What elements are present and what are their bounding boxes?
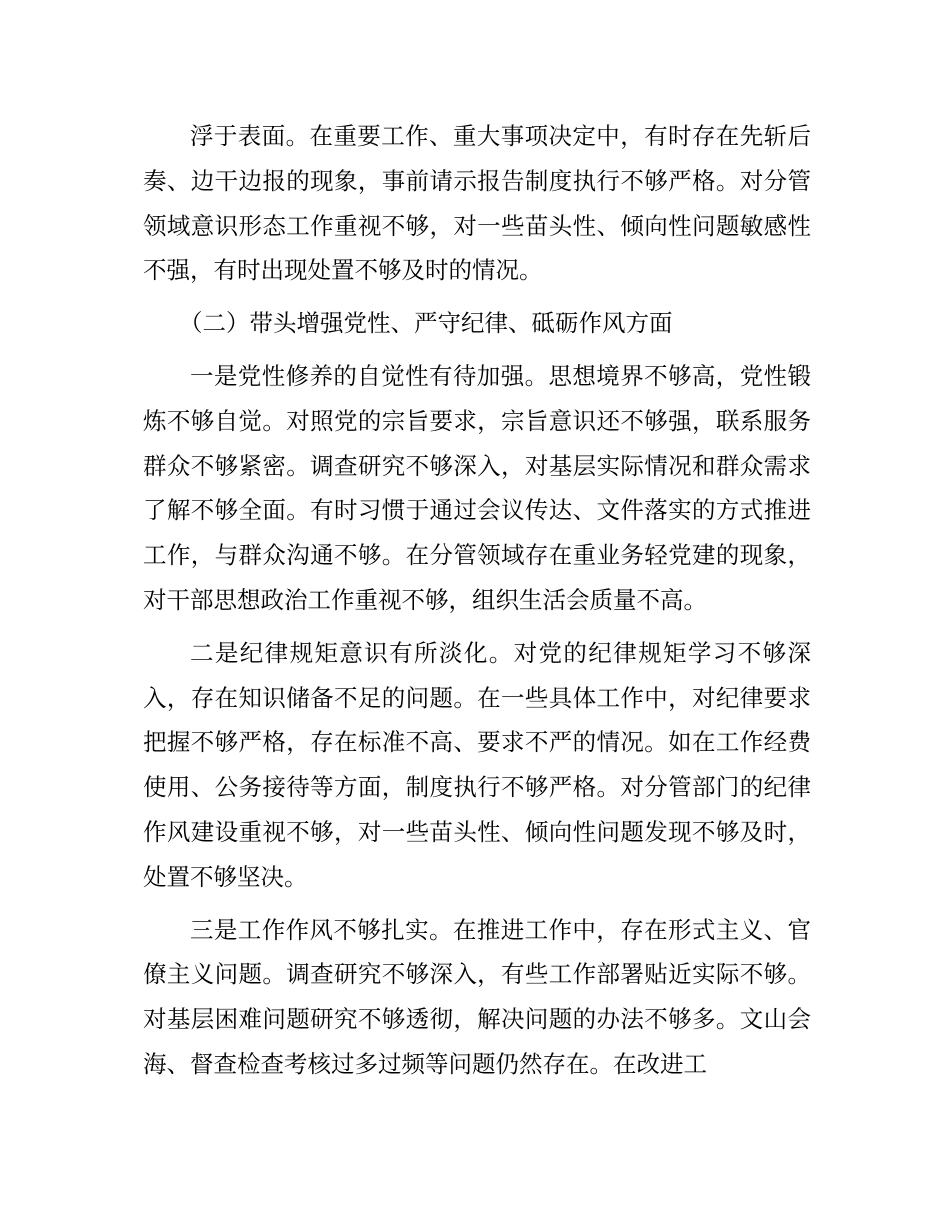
paragraph-continuation: 浮于表面。在重要工作、重大事项决定中，有时存在先斩后奏、边干边报的现象，事前请示报告制度执行不够严格。对分管领域意识形态工作重视不够，对一些苗头性、倾向性问题敏感性不强，有时出现处置不够及时的情况。: [143, 122, 811, 285]
paragraph-work-style: 三是工作作风不够扎实。在推进工作中，存在形式主义、官僚主义问题。调查研究不够深入，有些工作部署贴近实际不够。对基层困难问题研究不够透彻，解决问题的办法不够多。文山会海、督查检查考核过多过频等问题仍然存在。在改进工: [143, 915, 811, 1078]
document-body: [143, 114, 811, 1087]
paragraph-party-spirit: 一是党性修养的自觉性有待加强。思想境界不够高，党性锻炼不够自觉。对照党的宗旨要求，宗旨意识还不够强，联系服务群众不够紧密。调查研究不够深入，对基层实际情况和群众需求了解不够全面。有时习惯于通过会议传达、文件落实的方式推进工作，与群众沟通不够。在分管领域存在重业务轻党建的现象，对干部思想政治工作重视不够，组织生活会质量不高。: [143, 361, 811, 614]
section-heading: （二）带头增强党性、严守纪律、砥砺作风方面: [179, 309, 673, 338]
paragraph-discipline: 二是纪律规矩意识有所淡化。对党的纪律规矩学习不够深入，存在知识储备不足的问题。在一些具体工作中，对纪律要求把握不够严格，存在标准不高、要求不严的情况。如在工作经费使用、公务接待等方面，制度执行不够严格。对分管部门的纪律作风建设重视不够，对一些苗头性、倾向性问题发现不够及时，处置不够坚决。: [143, 638, 811, 891]
